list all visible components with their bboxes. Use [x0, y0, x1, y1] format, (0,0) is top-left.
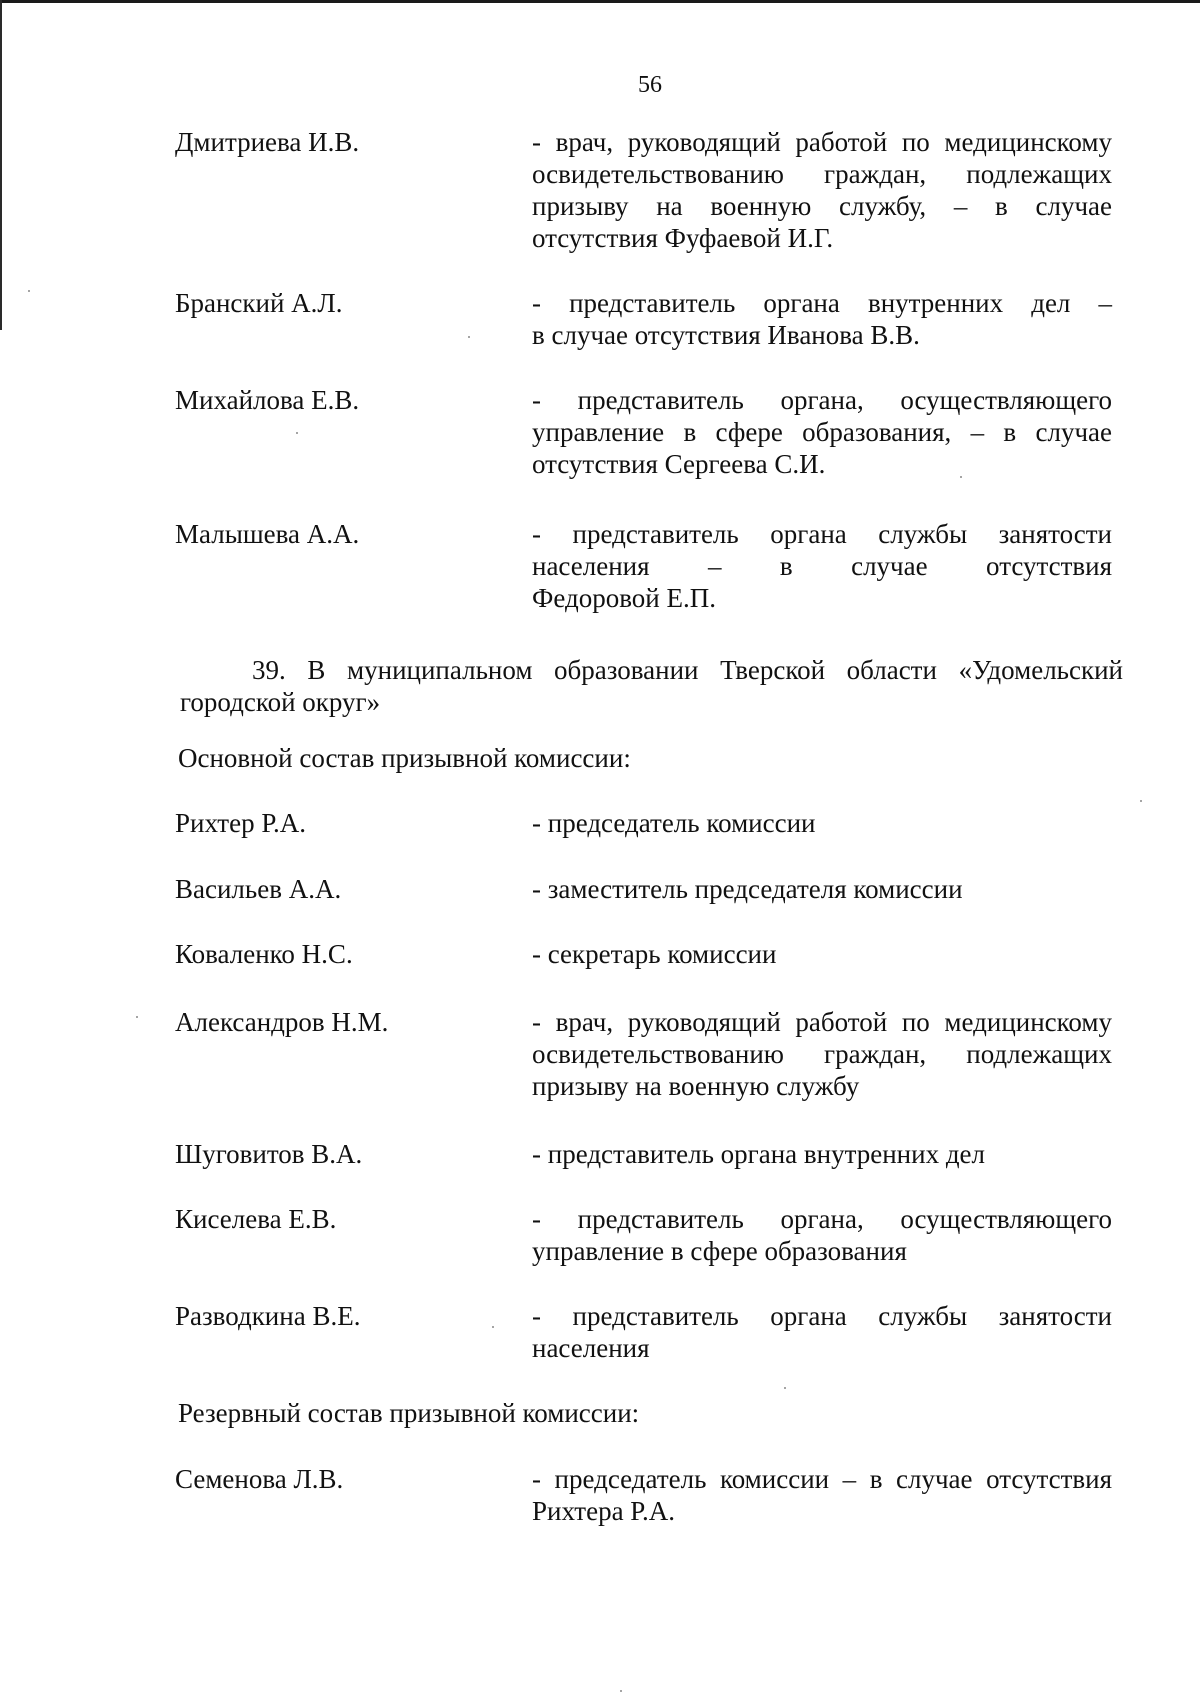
- role-line: призыву на военную службу: [532, 1071, 860, 1101]
- scan-speck: [468, 336, 470, 338]
- role-line: отсутствия Сергеева С.И.: [532, 449, 826, 479]
- role-line: - представитель органа службы занятости: [532, 1301, 1112, 1331]
- member-role: [532, 1463, 1112, 1527]
- scan-speck: [492, 1326, 494, 1328]
- member-name: Шуговитов В.А.: [175, 1139, 363, 1169]
- role-line: призыву на военную службу, – в случае: [532, 191, 1112, 221]
- scan-speck: [960, 476, 962, 478]
- role-line: - врач, руководящий работой по медицинскому: [532, 127, 1112, 157]
- member-role: [532, 518, 1112, 614]
- page-number: 56: [638, 72, 662, 98]
- member-role: [532, 384, 1112, 480]
- member-role: [532, 938, 1112, 970]
- scan-speck: [28, 290, 30, 292]
- scan-speck: [296, 432, 298, 434]
- role-line: населения – в случае отсутствия: [532, 551, 1112, 581]
- role-line: отсутствия Фуфаевой И.Г.: [532, 223, 834, 253]
- member-role: [532, 1006, 1112, 1102]
- role-line: - заместитель председателя комиссии: [532, 874, 963, 904]
- member-role: [532, 287, 1112, 351]
- section-title: [180, 654, 1123, 718]
- role-line: освидетельствованию граждан, подлежащих: [532, 1039, 1112, 1069]
- role-line: населения: [532, 1333, 650, 1363]
- role-line: - представитель органа внутренних дел –: [532, 288, 1112, 318]
- scan-speck: [1140, 800, 1142, 802]
- reserve-composition-heading: Резервный состав призывной комиссии:: [178, 1398, 640, 1428]
- role-line: - представитель органа, осуществляющего: [532, 1204, 1112, 1234]
- member-name: Михайлова Е.В.: [175, 385, 360, 415]
- role-line: Рихтера Р.А.: [532, 1496, 675, 1526]
- member-name: Александров Н.М.: [175, 1007, 389, 1037]
- role-line: - представитель органа внутренних дел: [532, 1139, 986, 1169]
- member-name: Бранский А.Л.: [175, 288, 343, 318]
- role-line: освидетельствованию граждан, подлежащих: [532, 159, 1112, 189]
- member-role: [532, 807, 1112, 839]
- scan-speck: [620, 1690, 622, 1692]
- section-title-line: городской округ»: [180, 687, 381, 717]
- role-line: в случае отсутствия Иванова В.В.: [532, 320, 920, 350]
- role-line: - представитель органа, осуществляющего: [532, 385, 1112, 415]
- scan-border-top: [0, 0, 1200, 3]
- member-name: Коваленко Н.С.: [175, 939, 353, 969]
- member-role: [532, 873, 1112, 905]
- role-line: управление в сфере образования, – в случае: [532, 417, 1112, 447]
- member-name: Васильев А.А.: [175, 874, 342, 904]
- member-name: Разводкина В.Е.: [175, 1301, 361, 1331]
- role-line: Федоровой Е.П.: [532, 583, 716, 613]
- role-line: - представитель органа службы занятости: [532, 519, 1112, 549]
- role-line: - секретарь комиссии: [532, 939, 777, 969]
- member-name: Семенова Л.В.: [175, 1464, 344, 1494]
- member-role: [532, 1138, 1112, 1170]
- role-line: - председатель комиссии: [532, 808, 816, 838]
- member-role: [532, 126, 1112, 254]
- role-line: управление в сфере образования: [532, 1236, 907, 1266]
- scan-border-left: [0, 0, 2, 330]
- member-role: [532, 1300, 1112, 1364]
- member-role: [532, 1203, 1112, 1267]
- role-line: - врач, руководящий работой по медицинскому: [532, 1007, 1112, 1037]
- scan-speck: [136, 1016, 138, 1018]
- member-name: Рихтер Р.А.: [175, 808, 306, 838]
- main-composition-heading: Основной состав призывной комиссии:: [178, 743, 631, 773]
- member-name: Киселева Е.В.: [175, 1204, 337, 1234]
- scan-speck: [784, 1387, 786, 1389]
- member-name: Дмитриева И.В.: [175, 127, 360, 157]
- role-line: - председатель комиссии – в случае отсутствия: [532, 1464, 1112, 1494]
- member-name: Малышева А.А.: [175, 519, 360, 549]
- section-title-line: 39. В муниципальном образовании Тверской области «Удомельский: [252, 655, 1123, 685]
